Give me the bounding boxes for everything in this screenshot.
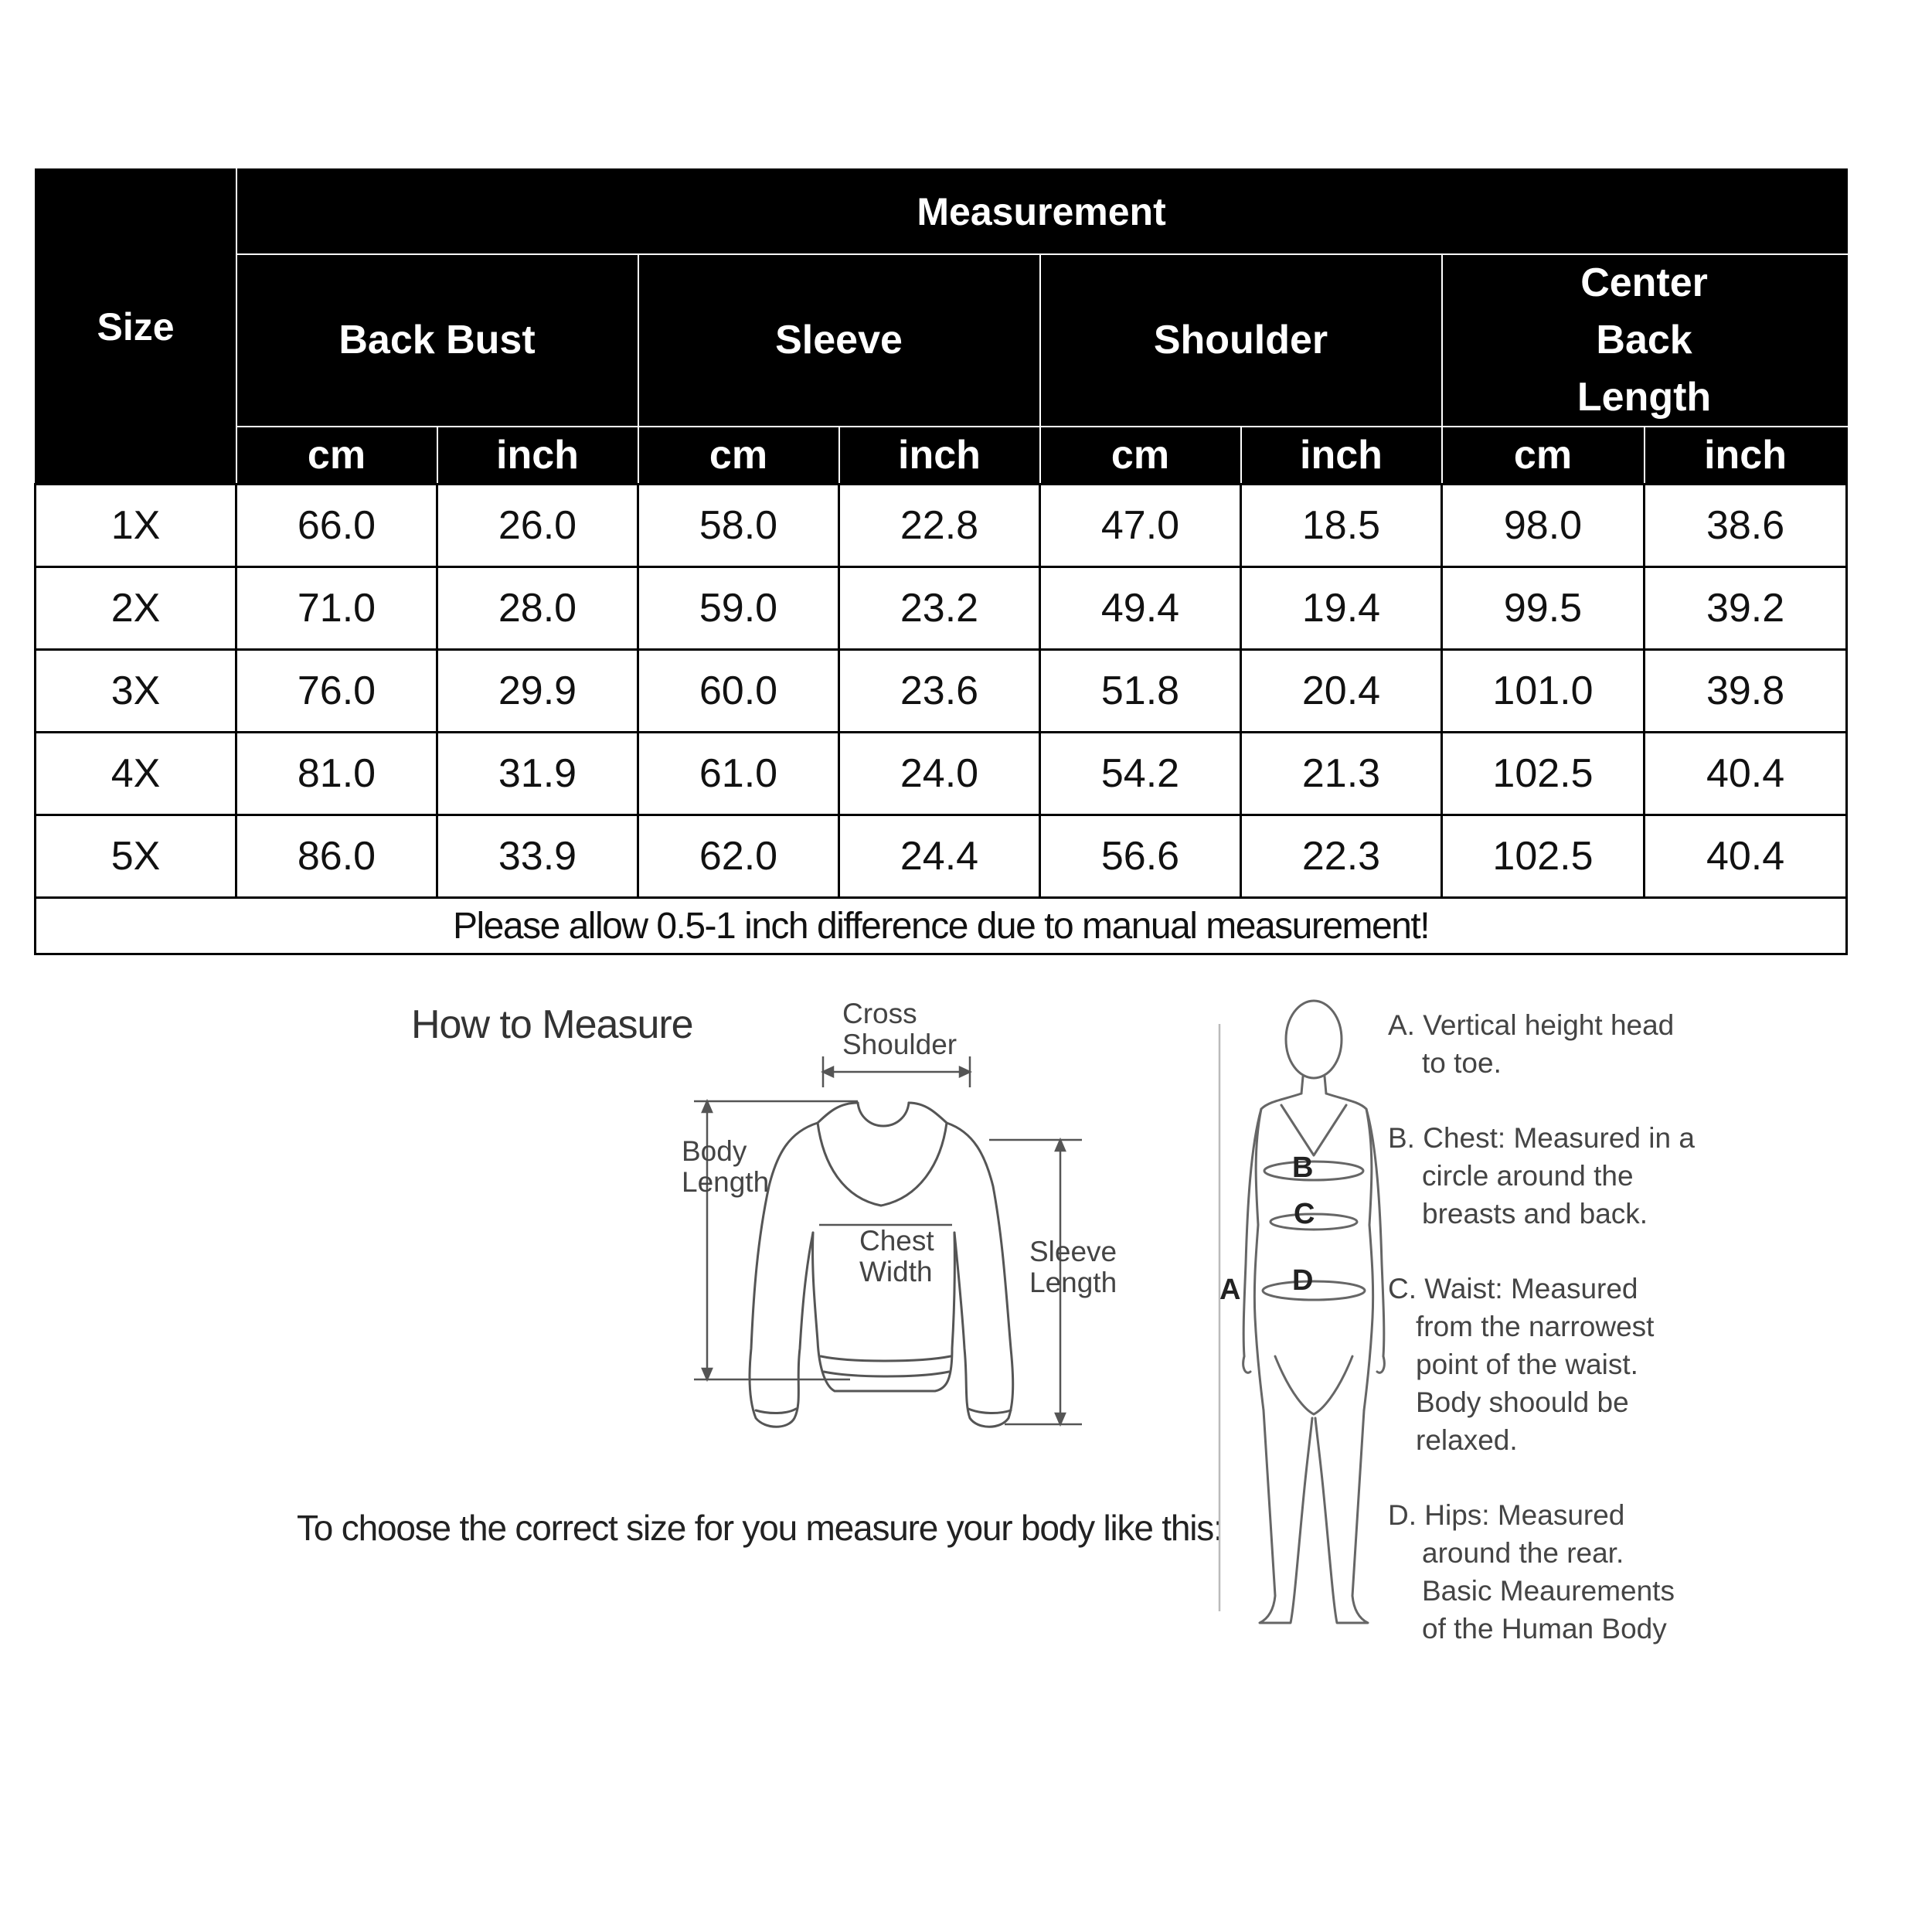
- label-line: Sleeve: [1029, 1236, 1117, 1267]
- unit-header: cm: [1040, 427, 1241, 485]
- note-line: breasts and back.: [1422, 1198, 1648, 1230]
- value-cell: 40.4: [1645, 815, 1847, 898]
- unit-header: cm: [236, 427, 437, 485]
- note-row: [36, 898, 1847, 954]
- label-line: Length: [682, 1166, 770, 1198]
- note-hips: [1388, 1496, 1713, 1648]
- value-cell: 51.8: [1040, 650, 1241, 733]
- unit-header: inch: [437, 427, 638, 485]
- value-cell: 101.0: [1442, 650, 1645, 733]
- cross-shoulder-label: [842, 998, 957, 1060]
- note-line: point of the waist.: [1416, 1349, 1638, 1380]
- size-cell: 5X: [36, 815, 236, 898]
- size-cell: 2X: [36, 567, 236, 650]
- note-line: Basic Meaurements: [1422, 1575, 1675, 1607]
- value-cell: 23.2: [839, 567, 1040, 650]
- measurement-notes: [1388, 1006, 1713, 1685]
- measurement-note: Please allow 0.5-1 inch difference due to manual measurement!: [36, 898, 1847, 954]
- value-cell: 18.5: [1241, 485, 1442, 567]
- value-cell: 61.0: [638, 733, 839, 815]
- note-waist: [1388, 1270, 1713, 1459]
- value-cell: 56.6: [1040, 815, 1241, 898]
- table-row: [36, 815, 1847, 898]
- note-vertical-height: [1388, 1006, 1713, 1082]
- value-cell: 22.8: [839, 485, 1040, 567]
- label-line: Body: [682, 1135, 747, 1167]
- marker-a: A: [1219, 1274, 1241, 1306]
- value-cell: 38.6: [1645, 485, 1847, 567]
- value-cell: 26.0: [437, 485, 638, 567]
- value-cell: 24.4: [839, 815, 1040, 898]
- value-cell: 71.0: [236, 567, 437, 650]
- note-line: from the narrowest: [1416, 1311, 1655, 1342]
- note-chest: [1388, 1119, 1713, 1233]
- table-row: [36, 650, 1847, 733]
- note-line: C. Waist: Measured: [1388, 1273, 1638, 1304]
- value-cell: 40.4: [1645, 733, 1847, 815]
- value-cell: 49.4: [1040, 567, 1241, 650]
- label-line: Shoulder: [842, 1029, 957, 1060]
- unit-header: cm: [638, 427, 839, 485]
- label-line: Width: [859, 1256, 933, 1287]
- note-line: A. Vertical height head: [1388, 1009, 1675, 1041]
- center-back-length-label: Center Back Length: [1577, 260, 1712, 420]
- size-cell: 1X: [36, 485, 236, 567]
- human-body-figure: [1213, 993, 1414, 1642]
- value-cell: 23.6: [839, 650, 1040, 733]
- value-cell: 39.8: [1645, 650, 1847, 733]
- size-cell: 3X: [36, 650, 236, 733]
- note-line: to toe.: [1422, 1047, 1502, 1079]
- value-cell: 66.0: [236, 485, 437, 567]
- value-cell: 102.5: [1442, 815, 1645, 898]
- size-cell: 4X: [36, 733, 236, 815]
- value-cell: 76.0: [236, 650, 437, 733]
- note-line: Body shoould be: [1416, 1386, 1629, 1418]
- note-line: relaxed.: [1416, 1424, 1518, 1456]
- table-row: [36, 567, 1847, 650]
- value-cell: 102.5: [1442, 733, 1645, 815]
- group-header-center-back-length: [1442, 254, 1847, 427]
- value-cell: 24.0: [839, 733, 1040, 815]
- value-cell: 62.0: [638, 815, 839, 898]
- marker-c: C: [1294, 1198, 1315, 1230]
- value-cell: 58.0: [638, 485, 839, 567]
- value-cell: 59.0: [638, 567, 839, 650]
- table-row: [36, 485, 1847, 567]
- how-to-measure-title: How to Measure: [411, 1002, 693, 1047]
- value-cell: 29.9: [437, 650, 638, 733]
- body-length-label: [682, 1136, 769, 1198]
- value-cell: 21.3: [1241, 733, 1442, 815]
- value-cell: 22.3: [1241, 815, 1442, 898]
- value-cell: 99.5: [1442, 567, 1645, 650]
- choose-size-instruction: To choose the correct size for you measure your body like this:: [297, 1508, 1223, 1548]
- group-header-sleeve: Sleeve: [638, 254, 1040, 427]
- value-cell: 54.2: [1040, 733, 1241, 815]
- unit-header: inch: [1241, 427, 1442, 485]
- size-header: Size: [36, 169, 236, 485]
- size-chart-table: [34, 168, 1848, 955]
- label-line: Cross: [842, 998, 917, 1029]
- label-line: Chest: [859, 1225, 934, 1257]
- unit-header: cm: [1442, 427, 1645, 485]
- unit-header: inch: [1645, 427, 1847, 485]
- value-cell: 28.0: [437, 567, 638, 650]
- sleeve-length-label: [1029, 1236, 1117, 1298]
- label-line: Length: [1029, 1267, 1117, 1298]
- measurement-header: Measurement: [236, 169, 1847, 254]
- value-cell: 47.0: [1040, 485, 1241, 567]
- value-cell: 81.0: [236, 733, 437, 815]
- note-line: D. Hips: Measured: [1388, 1499, 1625, 1531]
- value-cell: 60.0: [638, 650, 839, 733]
- group-header-back-bust: Back Bust: [236, 254, 638, 427]
- value-cell: 98.0: [1442, 485, 1645, 567]
- note-line: circle around the: [1422, 1160, 1634, 1192]
- chest-width-label: [859, 1226, 934, 1287]
- marker-b: B: [1292, 1151, 1314, 1184]
- note-line: of the Human Body: [1422, 1613, 1667, 1645]
- value-cell: 33.9: [437, 815, 638, 898]
- value-cell: 19.4: [1241, 567, 1442, 650]
- note-line: around the rear.: [1422, 1537, 1624, 1569]
- value-cell: 86.0: [236, 815, 437, 898]
- note-line: B. Chest: Measured in a: [1388, 1122, 1695, 1154]
- value-cell: 31.9: [437, 733, 638, 815]
- table-row: [36, 733, 1847, 815]
- value-cell: 20.4: [1241, 650, 1442, 733]
- unit-header: inch: [839, 427, 1040, 485]
- value-cell: 39.2: [1645, 567, 1847, 650]
- group-header-shoulder: Shoulder: [1040, 254, 1442, 427]
- marker-d: D: [1292, 1264, 1314, 1297]
